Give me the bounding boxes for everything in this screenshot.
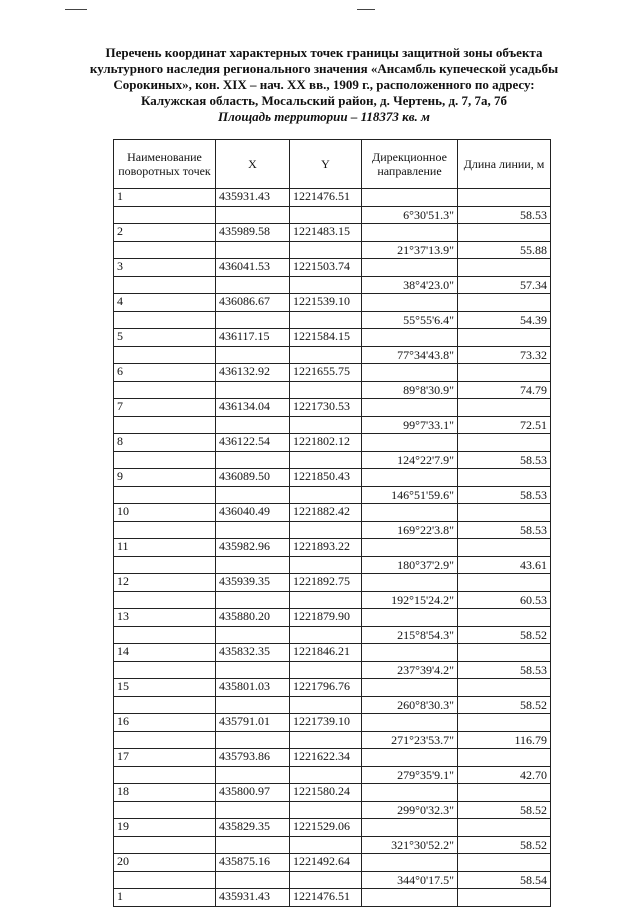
- empty-cell: [114, 521, 216, 539]
- empty-cell: [114, 486, 216, 504]
- empty-cell: [290, 206, 362, 224]
- point-x-cell: 435829.35: [216, 819, 290, 837]
- empty-cell: [458, 224, 551, 242]
- empty-cell: [290, 241, 362, 259]
- point-x-cell: 435875.16: [216, 854, 290, 872]
- point-name-cell: 2: [114, 224, 216, 242]
- empty-cell: [458, 854, 551, 872]
- empty-cell: [216, 766, 290, 784]
- heading-line-4: Калужская область, Мосальский район, д. Чертень, д. 7, 7а, 7б: [140, 93, 508, 108]
- empty-cell: [114, 696, 216, 714]
- empty-cell: [216, 346, 290, 364]
- point-x-cell: 435931.43: [216, 189, 290, 207]
- empty-cell: [290, 626, 362, 644]
- point-x-cell: 436086.67: [216, 294, 290, 312]
- empty-cell: [362, 259, 458, 277]
- empty-cell: [458, 609, 551, 627]
- table-row-point: [114, 399, 551, 417]
- empty-cell: [458, 189, 551, 207]
- table-row-point: [114, 539, 551, 557]
- point-x-cell: 436117.15: [216, 329, 290, 347]
- segment-length-cell: 54.39: [458, 311, 551, 329]
- segment-length-cell: 58.53: [458, 661, 551, 679]
- empty-cell: [114, 661, 216, 679]
- segment-length-cell: 58.52: [458, 696, 551, 714]
- header-rule-center: [357, 9, 375, 10]
- empty-cell: [458, 259, 551, 277]
- segment-direction-cell: 260°8'30.3": [362, 696, 458, 714]
- empty-cell: [114, 451, 216, 469]
- point-x-cell: 435793.86: [216, 749, 290, 767]
- empty-cell: [362, 644, 458, 662]
- point-name-cell: 7: [114, 399, 216, 417]
- table-body: [114, 189, 551, 907]
- point-x-cell: 436040.49: [216, 504, 290, 522]
- point-name-cell: 11: [114, 539, 216, 557]
- table-row-point: [114, 714, 551, 732]
- segment-length-cell: 72.51: [458, 416, 551, 434]
- empty-cell: [458, 714, 551, 732]
- point-name-cell: 18: [114, 784, 216, 802]
- table-row-segment: [114, 696, 551, 714]
- point-y-cell: 1221892.75: [290, 574, 362, 592]
- empty-cell: [458, 749, 551, 767]
- empty-cell: [362, 574, 458, 592]
- segment-length-cell: 58.53: [458, 206, 551, 224]
- segment-length-cell: 116.79: [458, 731, 551, 749]
- empty-cell: [216, 521, 290, 539]
- point-name-cell: 3: [114, 259, 216, 277]
- table-row-segment: [114, 731, 551, 749]
- point-x-cell: 435982.96: [216, 539, 290, 557]
- table-row-point: [114, 224, 551, 242]
- segment-direction-cell: 6°30'51.3": [362, 206, 458, 224]
- empty-cell: [362, 854, 458, 872]
- empty-cell: [114, 871, 216, 889]
- segment-length-cell: 74.79: [458, 381, 551, 399]
- empty-cell: [114, 416, 216, 434]
- empty-cell: [216, 556, 290, 574]
- empty-cell: [114, 801, 216, 819]
- empty-cell: [362, 539, 458, 557]
- table-row-point: [114, 294, 551, 312]
- segment-length-cell: 43.61: [458, 556, 551, 574]
- point-name-cell: 4: [114, 294, 216, 312]
- segment-length-cell: 58.52: [458, 836, 551, 854]
- point-y-cell: 1221802.12: [290, 434, 362, 452]
- segment-direction-cell: 169°22'3.8": [362, 521, 458, 539]
- empty-cell: [114, 381, 216, 399]
- empty-cell: [114, 276, 216, 294]
- empty-cell: [362, 364, 458, 382]
- point-name-cell: 6: [114, 364, 216, 382]
- header-y: Y: [290, 140, 362, 189]
- segment-length-cell: 60.53: [458, 591, 551, 609]
- point-x-cell: 436134.04: [216, 399, 290, 417]
- table-row-segment: [114, 871, 551, 889]
- header-point-name: Наименование поворотных точек: [114, 140, 216, 189]
- table-row-segment: [114, 206, 551, 224]
- table-row-segment: [114, 346, 551, 364]
- segment-direction-cell: 215°8'54.3": [362, 626, 458, 644]
- point-name-cell: 10: [114, 504, 216, 522]
- table-row-point: [114, 259, 551, 277]
- point-x-cell: 435931.43: [216, 889, 290, 907]
- table-row-point: [114, 679, 551, 697]
- point-x-cell: 435791.01: [216, 714, 290, 732]
- point-y-cell: 1221846.21: [290, 644, 362, 662]
- document-heading: [60, 45, 588, 125]
- empty-cell: [216, 731, 290, 749]
- point-y-cell: 1221796.76: [290, 679, 362, 697]
- table-row-point: [114, 329, 551, 347]
- heading-line-3: Сорокиных», кон. XIX – нач. XX вв., 1909 г., расположенного по адресу:: [113, 77, 535, 92]
- empty-cell: [290, 521, 362, 539]
- empty-cell: [458, 434, 551, 452]
- empty-cell: [362, 679, 458, 697]
- empty-cell: [458, 329, 551, 347]
- point-name-cell: 13: [114, 609, 216, 627]
- point-y-cell: 1221655.75: [290, 364, 362, 382]
- empty-cell: [114, 206, 216, 224]
- point-x-cell: 436122.54: [216, 434, 290, 452]
- heading-line-2: культурного наследия регионального значения «Ансамбль купеческой усадьбы: [89, 61, 559, 76]
- segment-direction-cell: 99°7'33.1": [362, 416, 458, 434]
- table-row-segment: [114, 276, 551, 294]
- empty-cell: [362, 434, 458, 452]
- empty-cell: [458, 294, 551, 312]
- empty-cell: [216, 591, 290, 609]
- segment-direction-cell: 192°15'24.2": [362, 591, 458, 609]
- empty-cell: [216, 206, 290, 224]
- empty-cell: [290, 381, 362, 399]
- empty-cell: [290, 276, 362, 294]
- point-name-cell: 15: [114, 679, 216, 697]
- table-row-segment: [114, 451, 551, 469]
- empty-cell: [362, 189, 458, 207]
- point-y-cell: 1221503.74: [290, 259, 362, 277]
- segment-length-cell: 57.34: [458, 276, 551, 294]
- empty-cell: [216, 311, 290, 329]
- point-name-cell: 9: [114, 469, 216, 487]
- empty-cell: [458, 819, 551, 837]
- point-x-cell: 435939.35: [216, 574, 290, 592]
- empty-cell: [458, 399, 551, 417]
- empty-cell: [114, 766, 216, 784]
- empty-cell: [362, 784, 458, 802]
- segment-direction-cell: 77°34'43.8": [362, 346, 458, 364]
- table-row-segment: [114, 521, 551, 539]
- table-row-segment: [114, 626, 551, 644]
- empty-cell: [458, 679, 551, 697]
- empty-cell: [114, 591, 216, 609]
- empty-cell: [362, 294, 458, 312]
- point-x-cell: 435880.20: [216, 609, 290, 627]
- point-y-cell: 1221739.10: [290, 714, 362, 732]
- empty-cell: [216, 486, 290, 504]
- heading-line-1: Перечень координат характерных точек границы защитной зоны объекта: [105, 45, 543, 60]
- point-x-cell: 436089.50: [216, 469, 290, 487]
- table-row-point: [114, 574, 551, 592]
- empty-cell: [216, 801, 290, 819]
- point-x-cell: 435801.03: [216, 679, 290, 697]
- empty-cell: [290, 836, 362, 854]
- point-y-cell: 1221580.24: [290, 784, 362, 802]
- segment-direction-cell: 89°8'30.9": [362, 381, 458, 399]
- table-row-point: [114, 504, 551, 522]
- table-row-segment: [114, 801, 551, 819]
- point-y-cell: 1221622.34: [290, 749, 362, 767]
- empty-cell: [290, 661, 362, 679]
- segment-direction-cell: 279°35'9.1": [362, 766, 458, 784]
- point-name-cell: 17: [114, 749, 216, 767]
- header-rule-left: [65, 9, 87, 10]
- empty-cell: [114, 626, 216, 644]
- table-row-point: [114, 784, 551, 802]
- empty-cell: [458, 574, 551, 592]
- table-row-segment: [114, 486, 551, 504]
- empty-cell: [290, 696, 362, 714]
- table-row-point: [114, 434, 551, 452]
- segment-length-cell: 58.53: [458, 451, 551, 469]
- empty-cell: [362, 889, 458, 907]
- point-x-cell: 435832.35: [216, 644, 290, 662]
- segment-direction-cell: 237°39'4.2": [362, 661, 458, 679]
- empty-cell: [114, 311, 216, 329]
- segment-length-cell: 58.52: [458, 626, 551, 644]
- empty-cell: [362, 399, 458, 417]
- empty-cell: [216, 696, 290, 714]
- empty-cell: [290, 346, 362, 364]
- point-name-cell: 1: [114, 189, 216, 207]
- segment-direction-cell: 38°4'23.0": [362, 276, 458, 294]
- segment-direction-cell: 344°0'17.5": [362, 871, 458, 889]
- table-row-point: [114, 469, 551, 487]
- header-x: X: [216, 140, 290, 189]
- point-name-cell: 1: [114, 889, 216, 907]
- empty-cell: [458, 889, 551, 907]
- point-y-cell: 1221730.53: [290, 399, 362, 417]
- empty-cell: [362, 819, 458, 837]
- point-y-cell: 1221492.64: [290, 854, 362, 872]
- table-row-segment: [114, 591, 551, 609]
- empty-cell: [458, 784, 551, 802]
- table-row-segment: [114, 836, 551, 854]
- empty-cell: [290, 556, 362, 574]
- table-row-segment: [114, 416, 551, 434]
- point-name-cell: 8: [114, 434, 216, 452]
- point-x-cell: 435800.97: [216, 784, 290, 802]
- empty-cell: [458, 504, 551, 522]
- empty-cell: [216, 276, 290, 294]
- table-row-segment: [114, 241, 551, 259]
- empty-cell: [290, 801, 362, 819]
- empty-cell: [216, 661, 290, 679]
- point-name-cell: 5: [114, 329, 216, 347]
- empty-cell: [216, 381, 290, 399]
- segment-length-cell: 55.88: [458, 241, 551, 259]
- segment-length-cell: 58.53: [458, 486, 551, 504]
- empty-cell: [362, 224, 458, 242]
- empty-cell: [458, 469, 551, 487]
- segment-direction-cell: 180°37'2.9": [362, 556, 458, 574]
- empty-cell: [458, 364, 551, 382]
- empty-cell: [114, 556, 216, 574]
- point-y-cell: 1221893.22: [290, 539, 362, 557]
- segment-direction-cell: 271°23'53.7": [362, 731, 458, 749]
- table-row-point: [114, 889, 551, 907]
- point-y-cell: 1221483.15: [290, 224, 362, 242]
- segment-length-cell: 58.54: [458, 871, 551, 889]
- table-row-segment: [114, 381, 551, 399]
- empty-cell: [216, 871, 290, 889]
- table-row-point: [114, 609, 551, 627]
- point-y-cell: 1221882.42: [290, 504, 362, 522]
- point-y-cell: 1221584.15: [290, 329, 362, 347]
- empty-cell: [114, 836, 216, 854]
- table-row-point: [114, 644, 551, 662]
- table-header-row: [114, 140, 551, 189]
- point-y-cell: 1221476.51: [290, 889, 362, 907]
- point-name-cell: 20: [114, 854, 216, 872]
- segment-direction-cell: 321°30'52.2": [362, 836, 458, 854]
- table-row-segment: [114, 661, 551, 679]
- empty-cell: [290, 871, 362, 889]
- point-x-cell: 435989.58: [216, 224, 290, 242]
- empty-cell: [114, 241, 216, 259]
- empty-cell: [114, 731, 216, 749]
- point-x-cell: 436041.53: [216, 259, 290, 277]
- table-row-point: [114, 854, 551, 872]
- segment-length-cell: 73.32: [458, 346, 551, 364]
- segment-direction-cell: 21°37'13.9": [362, 241, 458, 259]
- segment-direction-cell: 299°0'32.3": [362, 801, 458, 819]
- empty-cell: [290, 766, 362, 784]
- header-direction: Дирекционное направление: [362, 140, 458, 189]
- empty-cell: [216, 451, 290, 469]
- empty-cell: [290, 451, 362, 469]
- empty-cell: [216, 416, 290, 434]
- point-x-cell: 436132.92: [216, 364, 290, 382]
- empty-cell: [362, 504, 458, 522]
- point-name-cell: 19: [114, 819, 216, 837]
- segment-length-cell: 58.53: [458, 521, 551, 539]
- point-y-cell: 1221879.90: [290, 609, 362, 627]
- empty-cell: [362, 329, 458, 347]
- segment-direction-cell: 124°22'7.9": [362, 451, 458, 469]
- point-y-cell: 1221529.06: [290, 819, 362, 837]
- point-y-cell: 1221539.10: [290, 294, 362, 312]
- header-length: Длина линии, м: [458, 140, 551, 189]
- empty-cell: [362, 714, 458, 732]
- table-row-point: [114, 749, 551, 767]
- empty-cell: [216, 241, 290, 259]
- empty-cell: [458, 644, 551, 662]
- coordinates-table: [113, 139, 551, 907]
- segment-length-cell: 42.70: [458, 766, 551, 784]
- table-row-segment: [114, 311, 551, 329]
- empty-cell: [458, 539, 551, 557]
- territory-area: Площадь территории – 118373 кв. м: [218, 109, 430, 124]
- empty-cell: [290, 311, 362, 329]
- empty-cell: [216, 836, 290, 854]
- empty-cell: [362, 469, 458, 487]
- point-y-cell: 1221850.43: [290, 469, 362, 487]
- segment-length-cell: 58.52: [458, 801, 551, 819]
- point-name-cell: 14: [114, 644, 216, 662]
- empty-cell: [362, 609, 458, 627]
- empty-cell: [290, 731, 362, 749]
- empty-cell: [290, 416, 362, 434]
- empty-cell: [290, 591, 362, 609]
- empty-cell: [114, 346, 216, 364]
- empty-cell: [216, 626, 290, 644]
- empty-cell: [362, 749, 458, 767]
- segment-direction-cell: 146°51'59.6": [362, 486, 458, 504]
- point-name-cell: 16: [114, 714, 216, 732]
- point-name-cell: 12: [114, 574, 216, 592]
- table-row-point: [114, 819, 551, 837]
- table-row-point: [114, 189, 551, 207]
- table-row-segment: [114, 556, 551, 574]
- table-row-segment: [114, 766, 551, 784]
- table-row-point: [114, 364, 551, 382]
- empty-cell: [290, 486, 362, 504]
- point-y-cell: 1221476.51: [290, 189, 362, 207]
- segment-direction-cell: 55°55'6.4": [362, 311, 458, 329]
